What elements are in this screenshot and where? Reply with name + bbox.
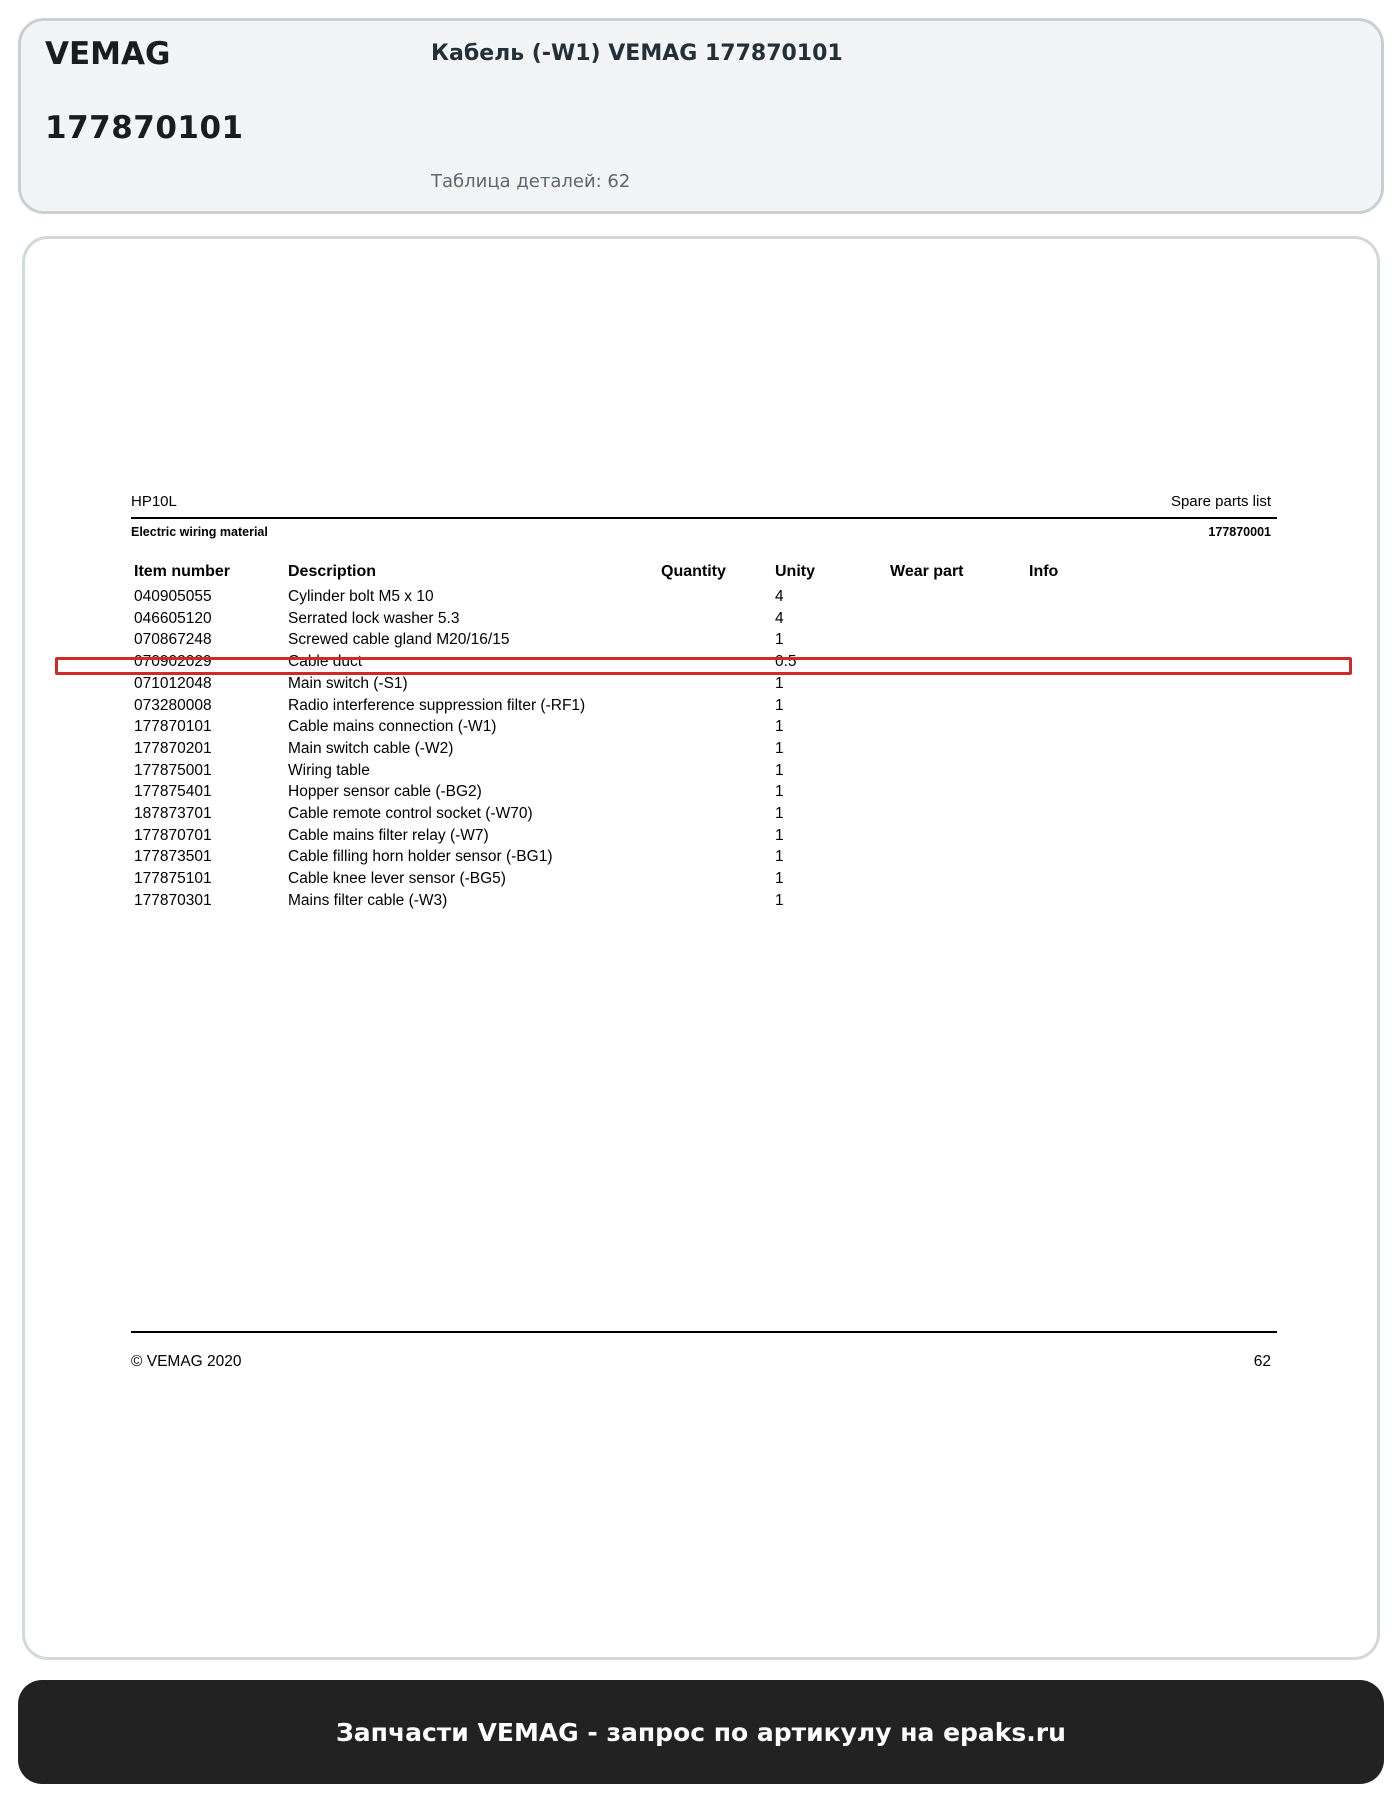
table-row	[25, 869, 1377, 891]
doc-page-number: 62	[1253, 1353, 1271, 1370]
description-cell: Main switch (-S1)	[288, 674, 408, 692]
doc-section-title: Electric wiring material	[131, 525, 268, 539]
description-cell: Main switch cable (-W2)	[288, 739, 454, 757]
description-cell: Cable mains filter relay (-W7)	[288, 826, 489, 844]
unity-cell: 1	[775, 674, 784, 692]
table-row	[25, 761, 1377, 783]
item-number-cell: 073280008	[134, 696, 212, 714]
item-number-cell: 070867248	[134, 631, 212, 649]
unity-cell: 1	[775, 848, 784, 866]
page-title: Кабель (-W1) VEMAG 177870101	[431, 41, 843, 66]
item-number-cell: 071012048	[134, 674, 212, 692]
description-cell: Serrated lock washer 5.3	[288, 609, 460, 627]
unity-cell: 4	[775, 609, 784, 627]
parts-table-label: Таблица деталей: 62	[431, 171, 631, 192]
unity-cell: 1	[775, 739, 784, 757]
column-header-quantity: Quantity	[661, 563, 726, 580]
item-number-cell: 046605120	[134, 609, 212, 627]
footer-text: Запчасти VEMAG - запрос по артикулу на epaks.ru	[336, 1717, 1066, 1747]
table-row	[25, 847, 1377, 869]
table-row	[25, 739, 1377, 761]
unity-cell: 1	[775, 718, 784, 736]
unity-cell: 1	[775, 870, 784, 888]
table-row	[25, 609, 1377, 631]
column-header-item-number: Item number	[134, 563, 231, 580]
table-row	[25, 630, 1377, 652]
footer-banner	[18, 1680, 1384, 1784]
description-cell: Cable mains connection (-W1)	[288, 718, 497, 736]
brand-name: VEMAG	[45, 36, 171, 72]
unity-cell: 1	[775, 826, 784, 844]
description-cell: Mains filter cable (-W3)	[288, 891, 448, 909]
item-number-cell: 187873701	[134, 805, 212, 822]
table-row	[25, 804, 1377, 826]
table-row	[25, 782, 1377, 804]
column-header-description: Description	[288, 563, 377, 580]
description-cell: Cable duct	[288, 653, 363, 671]
doc-copyright: © VEMAG 2020	[131, 1353, 242, 1370]
doc-list-title: Spare parts list	[1170, 493, 1271, 510]
item-number-cell: 177870701	[134, 826, 212, 844]
table-row	[25, 717, 1377, 739]
item-number-cell: 177870101	[134, 718, 212, 736]
unity-cell: 1	[775, 783, 784, 801]
highlighted-row-marker	[55, 657, 1352, 675]
table-row	[25, 674, 1377, 696]
column-header-wear-part: Wear part	[890, 563, 964, 580]
unity-cell: 4	[775, 588, 784, 605]
description-cell: Cable remote control socket (-W70)	[288, 805, 533, 822]
table-row	[25, 587, 1377, 609]
doc-model: HP10L	[131, 493, 177, 510]
doc-list-number: 177870001	[1208, 525, 1271, 539]
unity-cell: 1	[775, 761, 784, 779]
item-number-cell: 177875401	[134, 783, 212, 801]
column-header-info: Info	[1029, 563, 1059, 580]
description-cell: Cable knee lever sensor (-BG5)	[288, 870, 506, 888]
document-viewer	[22, 236, 1380, 1660]
item-number-cell: 070902029	[134, 653, 212, 671]
table-row	[25, 696, 1377, 718]
unity-cell: 1	[775, 696, 784, 714]
table-row	[25, 891, 1377, 913]
description-cell: Screwed cable gland M20/16/15	[288, 631, 510, 649]
description-cell: Radio interference suppression filter (-RF1)	[288, 696, 586, 714]
item-number-cell: 177870201	[134, 739, 212, 757]
item-number-cell: 177873501	[134, 848, 212, 866]
item-number-cell: 177875001	[134, 761, 212, 779]
item-number-cell: 177875101	[134, 870, 212, 888]
table-row	[25, 826, 1377, 848]
description-cell: Wiring table	[288, 761, 370, 779]
doc-top-divider	[131, 517, 1277, 519]
column-header-unity: Unity	[775, 563, 815, 580]
item-number-cell: 040905055	[134, 588, 212, 605]
unity-cell: 1	[775, 805, 784, 822]
header-card	[18, 18, 1384, 214]
description-cell: Hopper sensor cable (-BG2)	[288, 783, 482, 801]
item-number-cell: 177870301	[134, 891, 212, 909]
unity-cell: 1	[775, 891, 784, 909]
description-cell: Cable filling horn holder sensor (-BG1)	[288, 848, 553, 866]
part-number: 177870101	[45, 110, 244, 146]
doc-bottom-divider	[131, 1331, 1277, 1333]
unity-cell: 0.5	[775, 653, 797, 671]
description-cell: Cylinder bolt M5 x 10	[288, 588, 434, 605]
unity-cell: 1	[775, 631, 784, 649]
